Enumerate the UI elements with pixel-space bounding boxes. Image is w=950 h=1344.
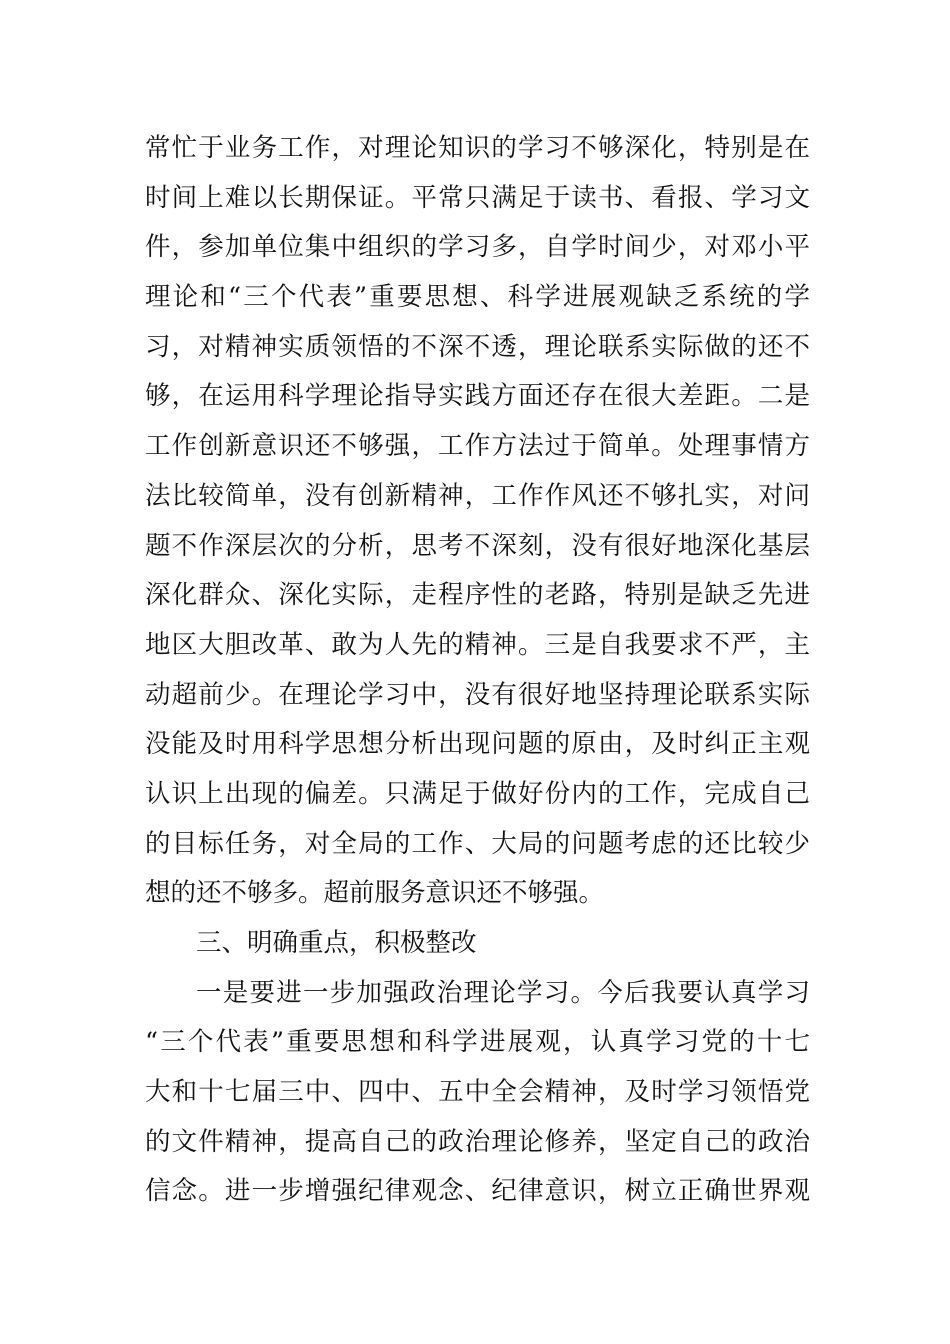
text-line: 地区大胆改革、敢为人先的精神。三是自我要求不严，主 [145,629,810,660]
text-line: 工作创新意识还不够强，工作方法过于简单。处理事情方 [145,431,810,462]
text-line: 习，对精神实质领悟的不深不透，理论联系实际做的还不 [145,331,810,362]
text-line: 深化群众、深化实际，走程序性的老路，特别是缺乏先进 [145,580,810,611]
text-line: 信念。进一步增强纪律观念、纪律意识，树立正确世界观 [145,1176,810,1207]
text-line: “三个代表”重要思想和科学进展观，认真学习党的十七 [145,1027,810,1058]
paragraph-first-line: 一是要进一步加强政治理论学习。今后我要认真学习 [196,977,810,1008]
text-line: 认识上出现的偏差。只满足于做好份内的工作，完成自己 [145,778,810,809]
text-line: 大和十七届三中、四中、五中全会精神，及时学习领悟党 [145,1077,810,1108]
body-text [145,124,810,1217]
text-line: 法比较简单，没有创新精神，工作作风还不够扎实，对问 [145,480,810,511]
text-line: 件，参加单位集中组织的学习多，自学时间少，对邓小平 [145,232,810,263]
text-line: 够，在运用科学理论指导实践方面还存在很大差距。二是 [145,381,810,412]
text-line: 的文件精神，提高自己的政治理论修养，坚定自己的政治 [145,1126,810,1157]
paragraph-end-line: 想的还不够多。超前服务意识还不够强。 [145,878,605,909]
text-line: 动超前少。在理论学习中，没有很好地坚持理论联系实际 [145,679,810,710]
text-line: 题不作深层次的分析，思考不深刻，没有很好地深化基层 [145,530,810,561]
section-heading: 三、明确重点，积极整改 [196,928,477,958]
text-line: 没能及时用科学思想分析出现问题的原由，及时纠正主观 [145,729,810,760]
text-line: 常忙于业务工作，对理论知识的学习不够深化，特别是在 [145,133,810,163]
text-line: 的目标任务，对全局的工作、大局的问题考虑的还比较少 [145,828,810,859]
text-line: 理论和“三个代表”重要思想、科学进展观缺乏系统的学 [145,282,810,313]
text-line: 时间上难以长期保证。平常只满足于读书、看报、学习文 [145,182,810,213]
